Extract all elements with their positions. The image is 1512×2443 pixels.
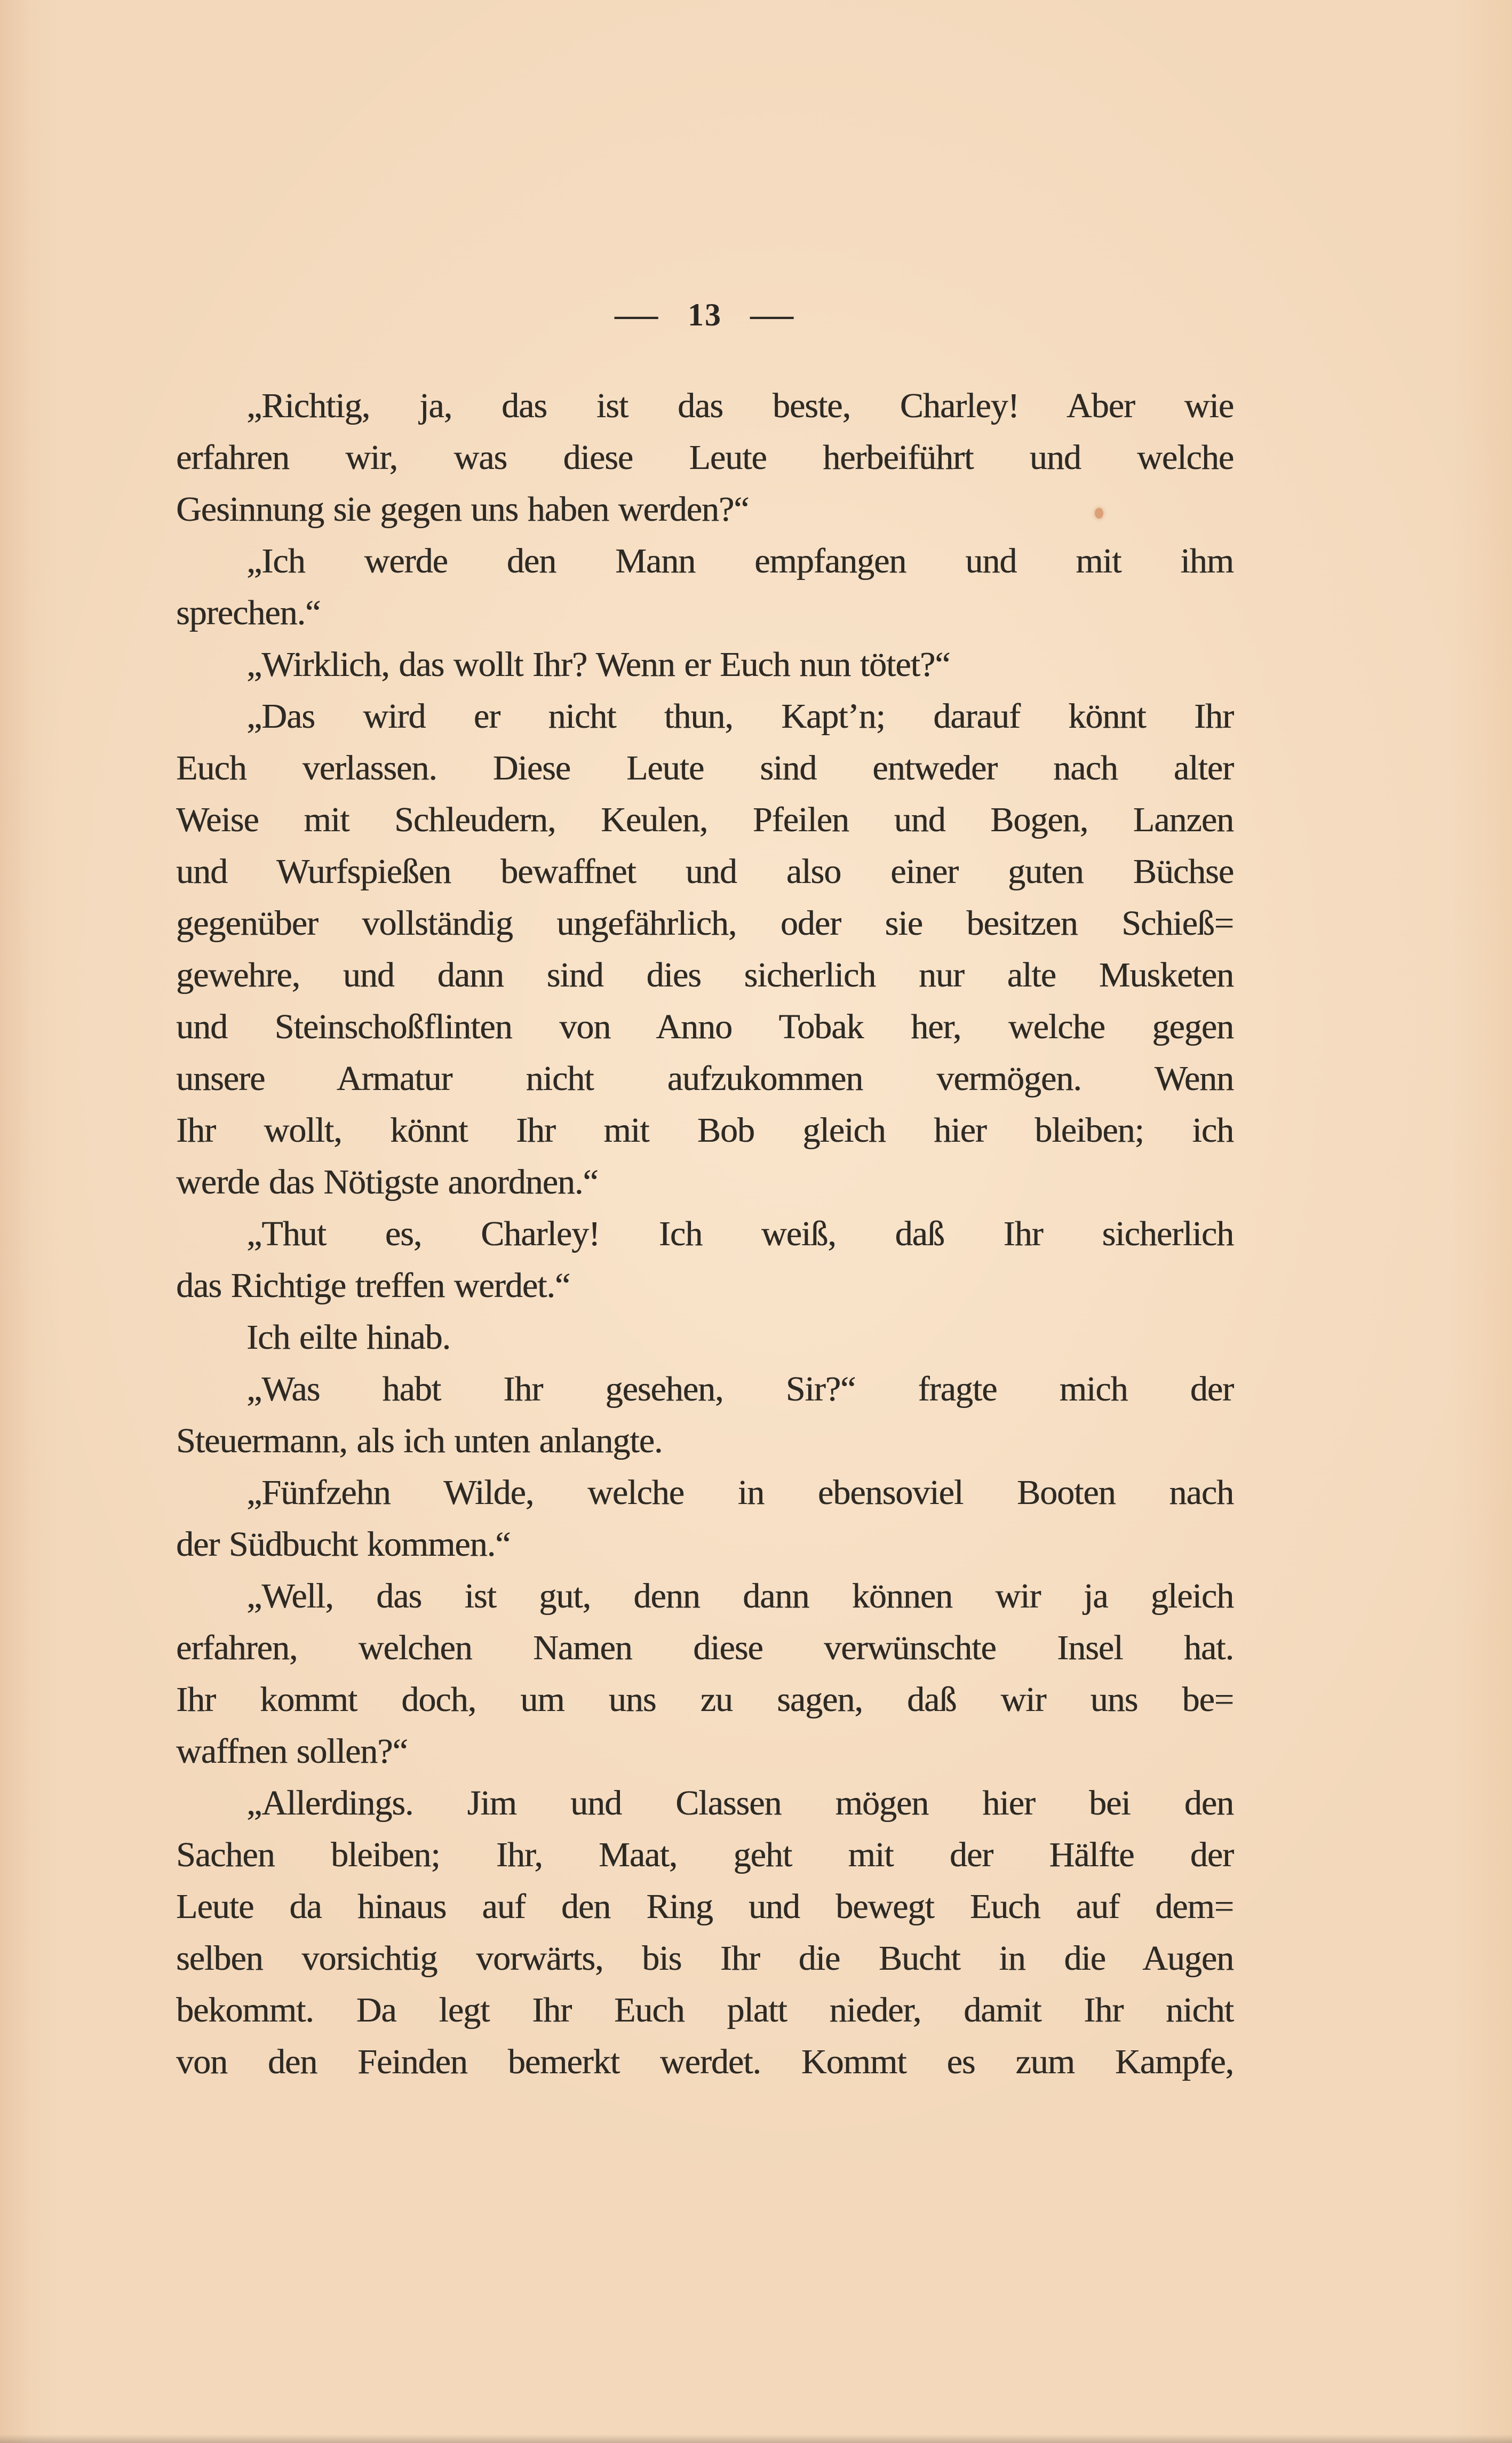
- paragraph: [176, 1363, 1234, 1467]
- text-line: „Fünfzehn Wilde, welche in ebensoviel Booten nach: [246, 1473, 1234, 1512]
- text-line: Euch verlassen. Diese Leute sind entweder nach alter: [176, 749, 1234, 787]
- text-line: sprechen.“: [176, 593, 321, 632]
- text-line: Ich eilte hinab.: [246, 1318, 451, 1357]
- paragraph: [176, 1311, 1234, 1363]
- text-line: Ihr wollt, könnt Ihr mit Bob gleich hier bleiben; ich: [176, 1111, 1234, 1150]
- page-number-dash-left: —: [615, 297, 659, 332]
- text-line: und Wurfspießen bewaffnet und also einer guten Büchse: [176, 852, 1234, 891]
- page-header: [176, 297, 1234, 333]
- text-line: unsere Armatur nicht aufzukommen vermögen. Wenn: [176, 1059, 1234, 1098]
- text-line: Weise mit Schleudern, Keulen, Pfeilen und Bogen, Lanzen: [176, 800, 1234, 839]
- text-line: selben vorsichtig vorwärts, bis Ihr die Bucht in die Augen: [176, 1939, 1234, 1978]
- text-line: erfahren wir, was diese Leute herbeiführt und welche: [176, 438, 1234, 477]
- text-line: gegenüber vollständig ungefährlich, oder sie besitzen Schieß=: [176, 904, 1234, 943]
- text-line: Gesinnung sie gegen uns haben werden?“: [176, 490, 749, 529]
- text-line: „Wirklich, das wollt Ihr? Wenn er Euch nun tötet?“: [246, 645, 950, 684]
- text-line: von den Feinden bemerkt werdet. Kommt es zum Kampfe,: [176, 2042, 1234, 2081]
- text-line: Leute da hinaus auf den Ring und bewegt Euch auf dem=: [176, 1887, 1234, 1926]
- text-line: werde das Nötigste anordnen.“: [176, 1163, 598, 1201]
- paragraph: [176, 1777, 1234, 2088]
- text-line: Ihr kommt doch, um uns zu sagen, daß wir uns be=: [176, 1680, 1234, 1719]
- text-line: „Was habt Ihr gesehen, Sir?“ fragte mich der: [246, 1370, 1234, 1408]
- paragraph: [176, 690, 1234, 1208]
- text-line: „Well, das ist gut, denn dann können wir ja gleich: [246, 1577, 1234, 1616]
- paragraph: [176, 1570, 1234, 1777]
- page-number-dash-right: —: [750, 297, 795, 332]
- paragraph: [176, 380, 1234, 535]
- text-line: „Ich werde den Mann empfangen und mit ihm: [246, 542, 1234, 580]
- text-line: Steuermann, als ich unten anlangte.: [176, 1421, 663, 1460]
- text-line: gewehre, und dann sind dies sicherlich nur alte Musketen: [176, 956, 1234, 994]
- text-line: erfahren, welchen Namen diese verwünschte Insel hat.: [176, 1628, 1234, 1667]
- text-block: [176, 380, 1234, 2088]
- text-line: bekommt. Da legt Ihr Euch platt nieder, damit Ihr nicht: [176, 1991, 1234, 2030]
- text-line: „Richtig, ja, das ist das beste, Charley! Aber wie: [246, 386, 1234, 425]
- paragraph: [176, 639, 1234, 690]
- text-line: das Richtige treffen werdet.“: [176, 1266, 570, 1305]
- paragraph: [176, 1467, 1234, 1570]
- paragraph: [176, 535, 1234, 639]
- text-line: Sachen bleiben; Ihr, Maat, geht mit der Hälfte der: [176, 1835, 1234, 1874]
- text-line: waffnen sollen?“: [176, 1732, 408, 1771]
- text-line: der Südbucht kommen.“: [176, 1525, 511, 1564]
- paragraph: [176, 1208, 1234, 1311]
- text-line: und Steinschoßflinten von Anno Tobak her, welche gegen: [176, 1007, 1234, 1046]
- paper-blemish: [1095, 508, 1103, 519]
- text-line: „Allerdings. Jim und Classen mögen hier bei den: [246, 1784, 1234, 1823]
- text-line: „Das wird er nicht thun, Kapt’n; darauf könnt Ihr: [246, 697, 1234, 736]
- page-number: 13: [688, 297, 722, 332]
- text-line: „Thut es, Charley! Ich weiß, daß Ihr sicherlich: [246, 1214, 1234, 1253]
